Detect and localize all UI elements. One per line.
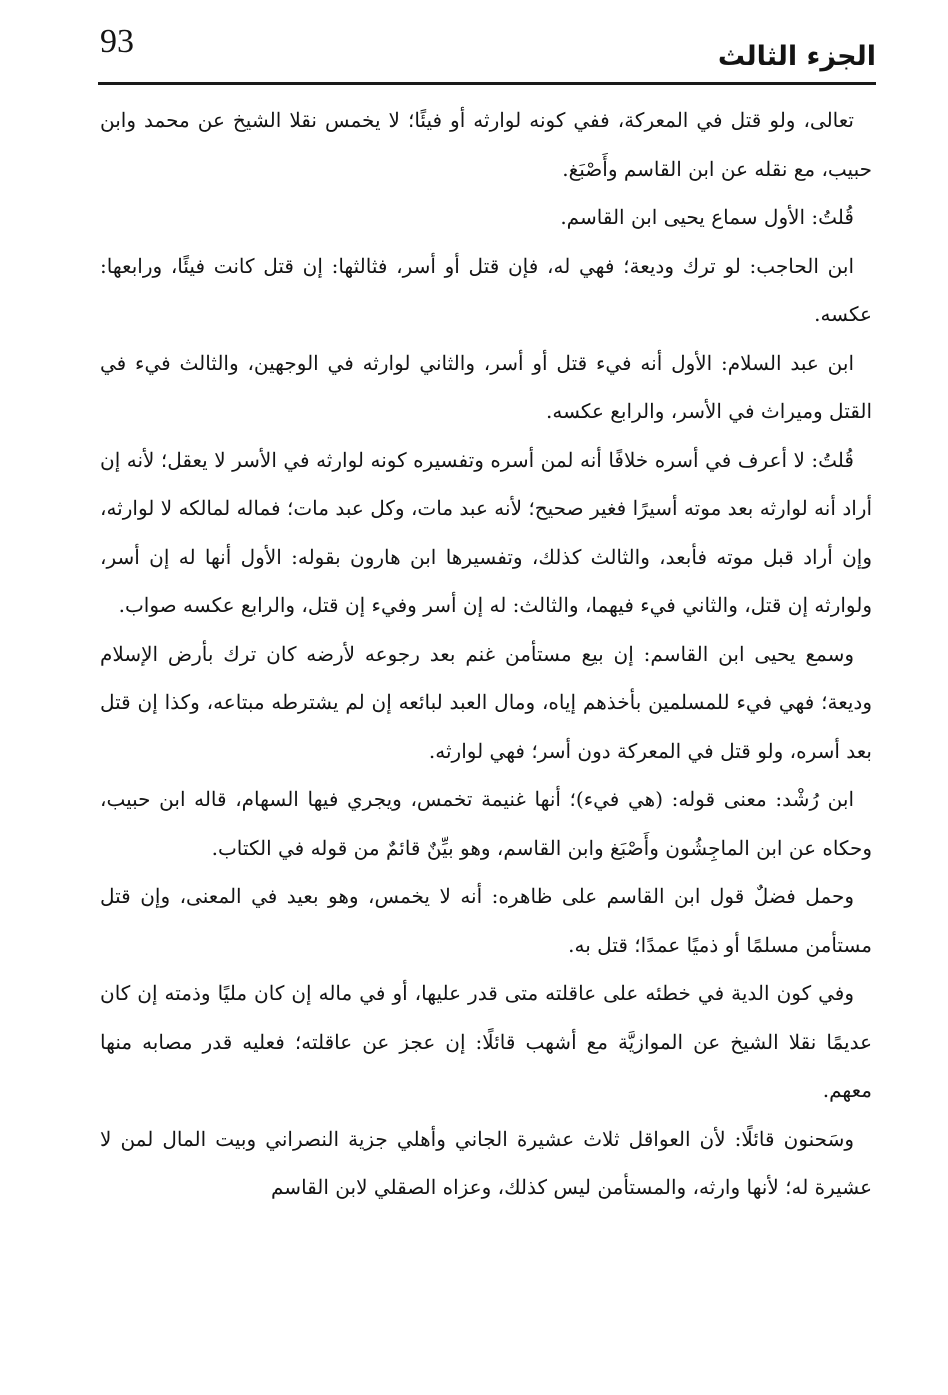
paragraph: قُلتُ: لا أعرف في أسره خلافًا أنه لمن أسره وتفسيره كونه لوارثه في الأسر لا يعقل؛ لأنه إن أراد أنه لوارثه بعد موته أسيرًا فغير صحيح؛ لأنه عبد مات، وكل عبد مات؛ فماله لمالكه لا لوارثه، وإن أراد قبل موته فأبعد، والثالث كذلك، وتفسيرها ابن هارون بقوله: الأول أنها له إن أسر، ولوارثه إن قتل، والثاني فيء فيهما، والثالث: له إن أسر وفيء إن قتل، والرابع عكسه صواب. bbox=[100, 447, 872, 617]
header-rule bbox=[98, 82, 876, 85]
paragraph: تعالى، ولو قتل في المعركة، ففي كونه لوارثه أو فيئًا؛ لا يخمس نقلا الشيخ عن محمد وابن حبيب، مع نقله عن ابن القاسم وأَصْبَغ. bbox=[100, 108, 872, 181]
paragraph: قُلتُ: الأول سماع يحيى ابن القاسم. bbox=[560, 205, 854, 229]
page-number: 93 bbox=[100, 23, 134, 60]
paragraph: ابن رُشْد: معنى قوله: (هي فيء)؛ أنها غنيمة تخمس، ويجري فيها السهام، قاله ابن حبيب، وحكاه عن ابن الماجِشُون وأَصْبَغ وابن القاسم، وهو بيِّنٌ قائمٌ من قوله في الكتاب. bbox=[100, 787, 872, 860]
page-header bbox=[100, 18, 876, 80]
paragraph: ابن الحاجب: لو ترك وديعة؛ فهي له، فإن قتل أو أسر، فثالثها: إن قتل كانت فيئًا، ورابعها: عكسه. bbox=[100, 253, 872, 326]
paragraph: وسمع يحيى ابن القاسم: إن بيع مستأمن غنم بعد رجوعه لأرضه كان ترك بأرض الإسلام وديعة؛ فهي فيء للمسلمين بأخذهم إياه، ومال العبد لبائعه إن لم يشترطه مبتاعه، وكذا إن قتل بعد أسره، ولو قتل في المعركة دون أسر؛ فهي لوارثه. bbox=[100, 641, 872, 763]
body-text bbox=[100, 96, 872, 1212]
running-title: الجزء الثالث bbox=[717, 41, 876, 72]
paragraph: وسَحنون قائلًا: لأن العواقل ثلاث عشيرة الجاني وأهلي جزية النصراني وبيت المال لمن لا عشيرة له؛ لأنها وارثه، والمستأمن ليس كذلك، وعزاه الصقلي لابن القاسم bbox=[100, 1126, 872, 1199]
paragraph: وفي كون الدية في خطئه على عاقلته متى قدر عليها، أو في ماله إن كان مليًا وذمته إن كان عديمًا نقلا الشيخ عن الموازيَّة مع أشهب قائلًا: إن عجز عن عاقلته؛ فعليه قدر مصابه منها معهم. bbox=[100, 981, 872, 1102]
paragraph: ابن عبد السلام: الأول أنه فيء قتل أو أسر، والثاني لوارثه في الوجهين، والثالث فيء في القتل وميراث في الأسر، والرابع عكسه. bbox=[100, 350, 872, 423]
paragraph: وحمل فضلٌ قول ابن القاسم على ظاهره: أنه لا يخمس، وهو بعيد في المعنى، وإن قتل مستأمن مسلمًا أو ذميًا عمدًا؛ قتل به. bbox=[100, 884, 872, 957]
